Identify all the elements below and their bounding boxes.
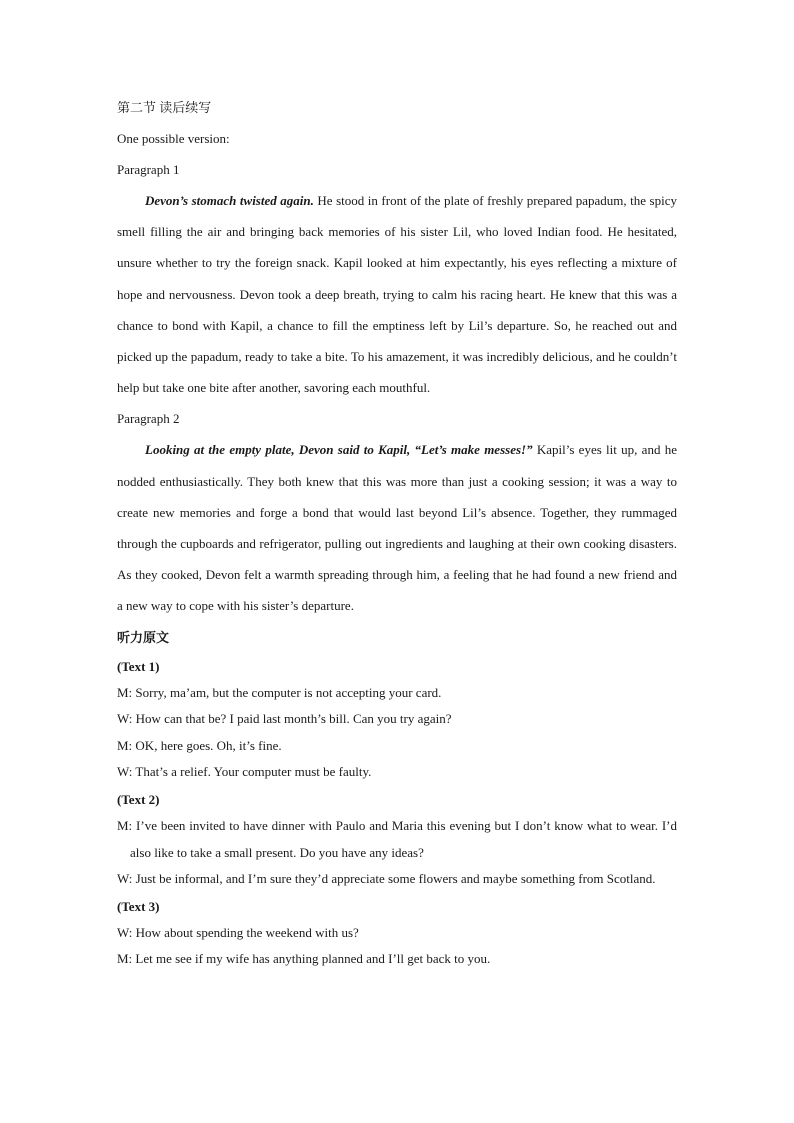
paragraph1-lead: Devon’s stomach twisted again.	[145, 193, 314, 208]
document-page	[117, 92, 677, 973]
paragraph1-body: He stood in front of the plate of freshly prepared papadum, the spicy smell filling the air and bringing back memories of his sister Lil, who loved Indian food. He hesitated, unsure whether to try the foreign snack. Kapil looked at him expectantly, his eyes reflecting a mixture of hope and nervousness. Devon took a deep breath, trying to calm his racing heart. He knew that this was a chance to bond with Kapil, a chance to fill the emptiness left by Lil’s departure. So, he reached out and picked up the papadum, ready to take a bite. To his amazement, it was incredibly delicious, and he couldn’t help but take one bite after another, savoring each mouthful.	[117, 193, 677, 396]
text3-label: (Text 3)	[117, 898, 160, 914]
paragraph2-label: Paragraph 2	[117, 411, 180, 427]
text1-line-4: W: That’s a relief. Your computer must be faulty.	[117, 764, 372, 780]
version-label: One possible version:	[117, 131, 230, 146]
text1-label: (Text 1)	[117, 658, 160, 674]
paragraph2-body: Kapil’s eyes lit up, and he nodded enthusiastically. They both knew that this was more than just a cooking session; it was a way to create new memories and forge a bond that would last beyond Lil’s absence. Together, they rummaged through the cupboards and refrigerator, pulling out ingredients and laughing at their own cooking disasters. As they cooked, Devon felt a warmth spreading through him, a feeling that he had found a new friend and a new way to cope with his sister’s departure.	[117, 442, 677, 614]
paragraph1-label: Paragraph 1	[117, 162, 180, 177]
section-title: 第二节 读后续写	[117, 100, 212, 115]
text1-line-3: M: OK, here goes. Oh, it’s fine.	[117, 737, 282, 753]
text1-line-1: M: Sorry, ma’am, but the computer is not accepting your card.	[117, 684, 442, 700]
listening-title: 听力原文	[117, 629, 170, 645]
text2-label: (Text 2)	[117, 792, 160, 808]
text2-line-2: W: Just be informal, and I’m sure they’d appreciate some flowers and maybe something from Scotland.	[117, 871, 656, 887]
paragraph2-lead: Looking at the empty plate, Devon said to Kapil, “Let’s make messes!”	[145, 442, 533, 458]
paragraph1-text	[117, 185, 677, 403]
text3-line-2: M: Let me see if my wife has anything planned and I’ll get back to you.	[117, 951, 491, 967]
text3-line-1: W: How about spending the weekend with us?	[117, 924, 359, 940]
paragraph2-text	[117, 434, 677, 621]
text2-line-1: M: I’ve been invited to have dinner with Paulo and Maria this evening but I don’t know what to wear. I’d also like to take a small present. Do you have any ideas?	[117, 818, 677, 860]
text1-line-2: W: How can that be? I paid last month’s bill. Can you try again?	[117, 711, 452, 727]
